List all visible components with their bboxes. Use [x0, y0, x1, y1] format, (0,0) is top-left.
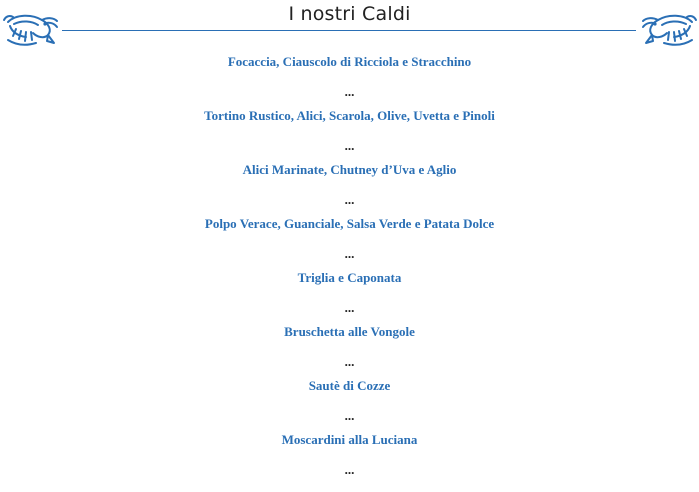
dish-item: Focaccia, Ciauscolo di Ricciola e Stracchino	[227, 54, 472, 69]
dish-separator: ...	[344, 246, 355, 261]
dish-item: Tortino Rustico, Alici, Scarola, Olive, Uvetta e Pinoli	[204, 108, 495, 123]
dish-item: Bruschetta alle Vongole	[284, 324, 415, 339]
dish-list	[0, 51, 699, 483]
dish-separator: ...	[344, 300, 355, 315]
dish-separator: ...	[344, 138, 355, 153]
dish-item: Moscardini alla Luciana	[281, 432, 418, 447]
dish-separator: ...	[344, 408, 355, 423]
title-divider	[62, 30, 636, 31]
dish-item: Triglia e Caponata	[297, 270, 402, 285]
page-title: I nostri Caldi	[288, 3, 411, 25]
dish-item: Alici Marinate, Chutney d’Uva e Aglio	[242, 162, 457, 177]
dish-separator: ...	[344, 84, 355, 99]
dish-separator: ...	[344, 192, 355, 207]
dish-separator: ...	[344, 462, 355, 477]
dish-item: Sautè di Cozze	[308, 378, 391, 393]
shrimp-icon	[640, 12, 698, 50]
menu-header	[0, 0, 699, 48]
dish-separator: ...	[344, 354, 355, 369]
dish-item: Polpo Verace, Guanciale, Salsa Verde e Patata Dolce	[204, 216, 495, 231]
